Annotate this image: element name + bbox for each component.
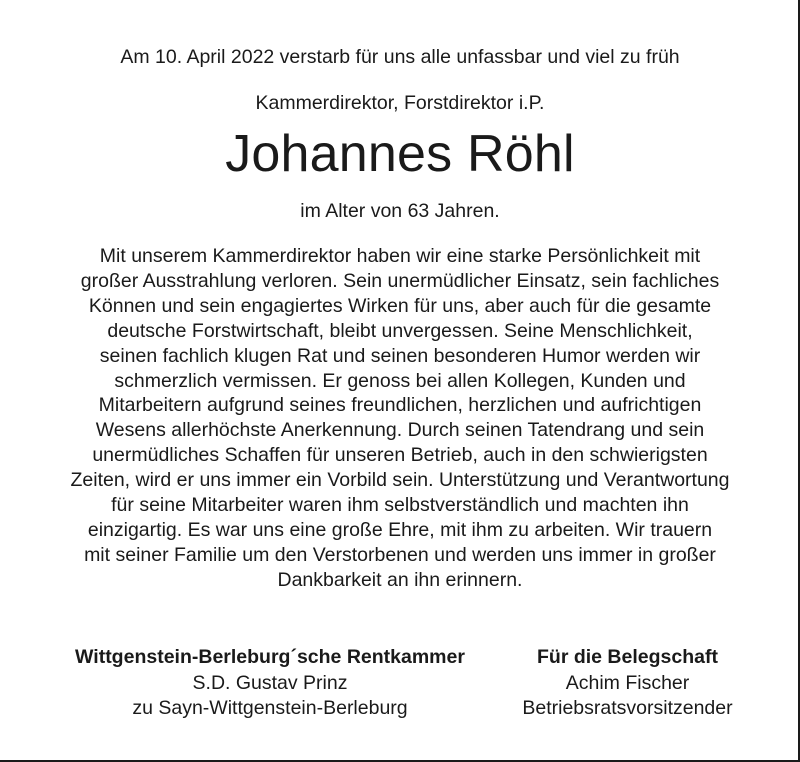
deceased-name: Johannes Röhl xyxy=(225,125,575,183)
deceased-role: Kammerdirektor, Forstdirektor i.P. xyxy=(255,92,545,114)
deceased-age: im Alter von 63 Jahren. xyxy=(300,200,500,222)
signature-right-org: Für die Belegschaft xyxy=(537,646,718,668)
tribute-line: Können und sein engagiertes Wirken für uns, aber auch für die gesamte xyxy=(88,294,712,317)
signature-right-name: Achim Fischer xyxy=(565,671,690,694)
tribute-line: deutsche Forstwirtschaft, bleibt unvergessen. Seine Menschlichkeit, xyxy=(107,319,693,342)
signature-left-title: zu Sayn-Wittgenstein-Berleburg xyxy=(132,697,408,719)
tribute-line: schmerzlich vermissen. Er genoss bei allen Kollegen, Kunden und xyxy=(114,369,686,392)
tribute-line: Mitarbeitern aufgrund seines freundlichen, herzlichen und aufrichtigen xyxy=(98,394,702,417)
tribute-line: Wesens allerhöchste Anerkennung. Durch seinen Tatendrang und sein xyxy=(95,419,705,442)
tribute-line: Mit unserem Kammerdirektor haben wir eine starke Persönlichkeit mit xyxy=(99,245,701,267)
tribute-line: Zeiten, wird er uns immer ein Vorbild sein. Unterstützung und Verantwortung xyxy=(70,469,730,492)
tribute-text xyxy=(0,244,800,593)
signature-left-org: Wittgenstein-Berleburg´sche Rentkammer xyxy=(75,646,465,668)
signature-left-name: S.D. Gustav Prinz xyxy=(192,671,348,694)
tribute-line: seinen fachlich klugen Rat und seinen besonderen Humor werden wir xyxy=(99,344,701,367)
tribute-line: großer Ausstrahlung verloren. Sein unermüdlicher Einsatz, sein fachliches xyxy=(80,269,720,292)
signature-right-title: Betriebsratsvorsitzender xyxy=(522,697,733,719)
intro-text: Am 10. April 2022 verstarb für uns alle unfassbar und viel zu früh xyxy=(120,46,680,68)
tribute-line: Dankbarkeit an ihn erinnern. xyxy=(277,568,523,591)
signature-left xyxy=(40,645,500,722)
tribute-line: mit seiner Familie um den Verstorbenen und werden uns immer in großer xyxy=(84,543,716,566)
signature-right xyxy=(490,645,765,722)
tribute-line: einzigartig. Es war uns eine große Ehre, mit ihm zu arbeiten. Wir trauern xyxy=(87,518,713,541)
tribute-line: für seine Mitarbeiter waren ihm selbstverständlich und machten ihn xyxy=(111,494,689,517)
tribute-line: unermüdliches Schaffen für unseren Betrieb, auch in den schwierigsten xyxy=(92,444,708,467)
